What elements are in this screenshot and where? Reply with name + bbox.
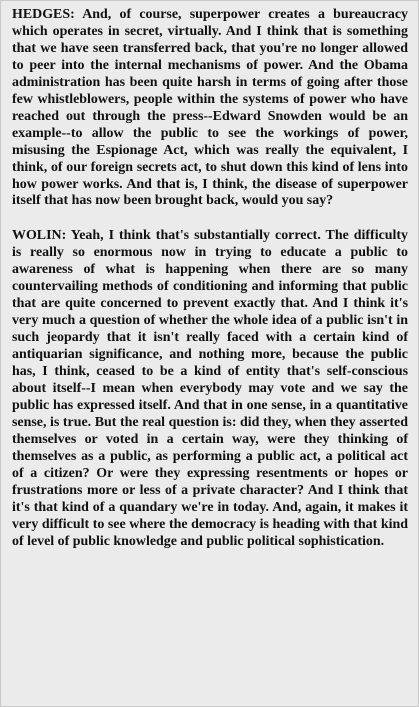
hedges-paragraph: HEDGES: And, of course, superpower creates a bureaucracy which operates in secret, virtually. And I think that is something that we have seen transferred back, that you're no longer allowed to peer into the internal mechanisms of power. And the Obama administration has been quite harsh in terms of going after those few whistleblowers, people within the systems of power who have reached out through the press--Edward Snowden would be an example--to allow the public to see the workings of power, misusing the Espionage Act, which was really the equivalent, I think, of our foreign secrets act, to shut down this kind of lens into how power works. And that is, I think, the disease of superpower itself that has now been brought back, would you say? xyxy=(12,7,408,209)
wolin-paragraph: WOLIN: Yeah, I think that's substantially correct. The difficulty is really so enormous now in trying to educate a public to awareness of what is happening when there are so many countervailing methods of conditioning and informing that public that are quite concerned to prevent exactly that. And I think it's very much a question of whether the whole idea of a public isn't in such jeopardy that it isn't really faced with a certain kind of antiquarian significance, and nothing more, because the public has, I think, ceased to be a kind of entity that's self-conscious about itself--I mean when everybody may vote and we say the public has expressed itself. And that in one sense, in a quantitative sense, is true. But the real question is: did they, when they asserted themselves or voted in a certain way, were they thinking of themselves as a public, as performing a public act, a political act of a citizen? Or were they expressing resentments or hopes or frustrations more or less of a private character? And I think that it's that kind of a quandary we're in today. And, again, it makes it very difficult to see where the democracy is heading with that kind of level of public knowledge and public political sophistication. xyxy=(12,228,408,549)
